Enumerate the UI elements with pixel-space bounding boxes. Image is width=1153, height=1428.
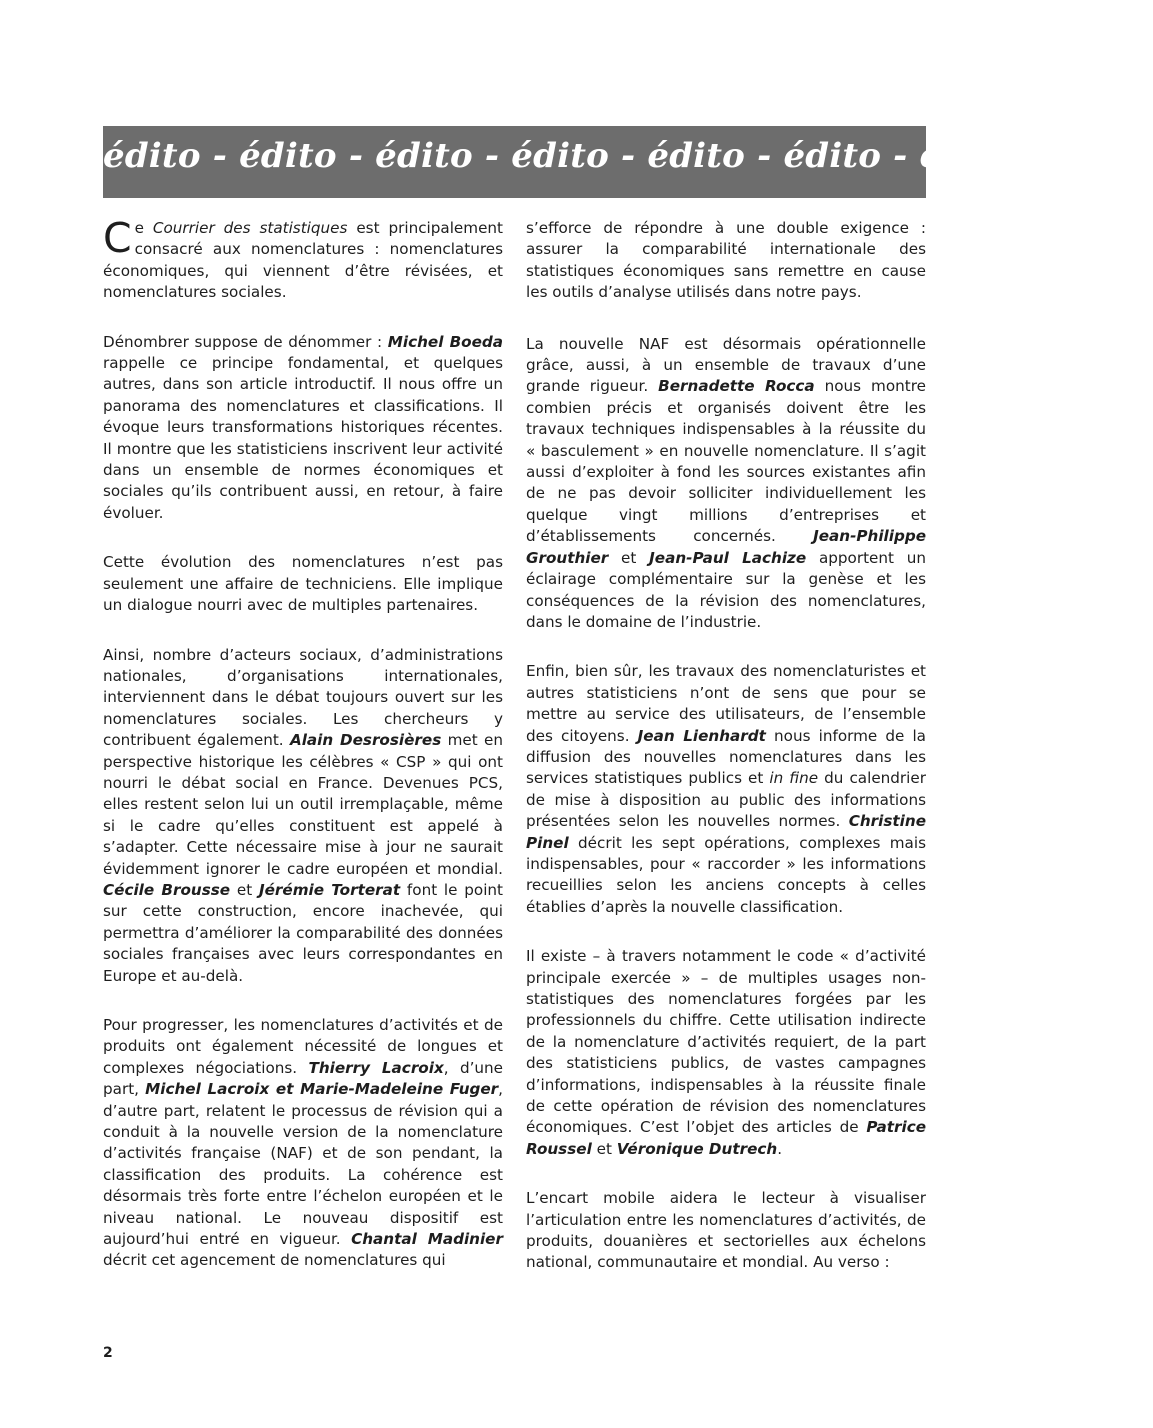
text-run: font le point sur cette construction, encore inachevée, qui permettra d’améliorer la comparabilité des données sociales françaises avec leurs correspondantes en Europe et au-delà.: [103, 880, 503, 985]
edito-banner: [103, 126, 1153, 198]
paragraph-social: [103, 645, 503, 988]
text-run: rappelle ce principe fondamental, et quelques autres, dans son article introductif. Il nous offre un panorama des nomenclatures et classifications. Il évoque leurs transformations historiques récentes. Il montre que les statisticiens inscrivent leur activité dans un ensemble de normes économiques et sociales qu’ils contribuent aussi, en retour, à faire évoluer.: [103, 354, 503, 522]
text-run: décrit cet agencement de nomenclatures qui: [103, 1251, 446, 1270]
author-name: Véronique Dutrech: [616, 1139, 778, 1158]
left-column: [103, 214, 504, 1300]
author-name: Cécile Brousse: [103, 880, 231, 899]
text-run: est principalement consacré aux nomenclatures : nomenclatures économiques, qui viennent d’être révisées, et nomenclatures sociales.: [103, 219, 503, 302]
text-run: décrit les sept opérations, complexes mais indispensables, pour « raccorder » les informations recueillies selon les anciens concepts à celles établies d’après la nouvelle classification.: [526, 833, 926, 916]
author-name: Michel Boeda: [387, 332, 503, 351]
author-name: Thierry Lacroix: [308, 1058, 444, 1077]
paragraph-intro: [103, 214, 503, 304]
paragraph-boeda: [103, 332, 503, 525]
text-run: Ainsi, nombre d’acteurs sociaux, d’administrations nationales, d’organisations internationales, interviennent dans le débat toujours ouvert sur les nomenclatures sociales. Les chercheurs y contribuent également.: [103, 645, 503, 750]
text-run: Pour progresser, les nomenclatures d’activités et de produits ont également nécessité de longues et complexes négociations.: [103, 1016, 503, 1077]
text-run: , d’autre part, relatent le processus de révision qui a conduit à la nouvelle version de la nomenclature d’activités française (NAF) et de son pendant, la classification des produits. La cohérence est désormais très forte entre l’échelon européen et le niveau national. Le nouveau dispositif est aujourd’hui entré en vigueur.: [103, 1080, 503, 1249]
text-run: Enfin, bien sûr, les travaux des nomenclaturistes et autres statisticiens n’ont de sens que pour se mettre au service des utilisateurs, de l’ensemble des citoyens.: [526, 662, 926, 745]
italic-phrase: in fine: [769, 769, 819, 788]
paragraph-insert: [526, 1188, 926, 1274]
drop-cap: C: [103, 214, 132, 262]
author-name: Chantal Madinier: [351, 1230, 503, 1249]
author-name: Bernadette Rocca: [658, 377, 815, 396]
publication-title: Courrier des statistiques: [152, 219, 348, 237]
text-run: et: [608, 548, 650, 567]
paragraph-continuation: [526, 218, 926, 304]
author-name: Jean Lienhardt: [637, 726, 766, 745]
author-name: Christine Pinel: [526, 812, 926, 852]
text-run: nous montre combien précis et organisés doivent être les travaux techniques indispensables à la réussite du « basculement » en nouvelle nomenclature. Il s’agit aussi d’exploiter à fond les sources existantes afin de ne pas devoir solliciter individuellement les quelque vingt millions d’entreprises et d’établissements concernés.: [526, 377, 926, 546]
text-run: Cette évolution des nomenclatures n’est pas seulement une affaire de techniciens. Elle implique un dialogue nourri avec de multiples partenaires.: [103, 553, 503, 615]
text-run: nous informe de la diffusion des nouvelles nomenclatures dans les services statistiques publics et: [526, 726, 926, 788]
paragraph-progress: [103, 1015, 503, 1272]
paragraph-users: [526, 661, 926, 918]
paragraph-usages: [526, 946, 926, 1160]
text-run: Il existe – à travers notamment le code « d’activité principale exercée » – de multiples usages non-statistiques des nomenclatures forgées par les professionnels du chiffre. Cette utilisation indirecte de la nomenclature d’activités requiert, de la part des statisticiens publics, de vastes campagnes d’informations, indispensables à la réussite finale de cette opération de révision des nomenclatures économiques. C’est l’objet des articles de: [526, 947, 926, 1137]
text-run: Dénombrer suppose de dénommer :: [103, 332, 388, 351]
page-number: 2: [103, 1345, 113, 1361]
text-run: , d’une part,: [103, 1058, 504, 1099]
author-name: Patrice Roussel: [526, 1118, 926, 1158]
text-run: met en perspective historique les célèbres « CSP » qui ont nourri le débat social en France. Devenues PCS, elles restent selon lui un outil irremplaçable, même si le cadre qu’elles constituent est appelé à s’adapter. Cette nécessaire mise à jour ne saurait évidemment ignorer le cadre européen et mondial.: [103, 731, 503, 878]
text-run: .: [777, 1139, 783, 1158]
author-name: Jérémie Torterat: [258, 880, 401, 899]
text-run: L’encart mobile aidera le lecteur à visualiser l’articulation entre les nomenclatures d’activités, de produits, douanières et sectorielles aux échelons national, communautaire et mondial. Au verso :: [526, 1189, 926, 1272]
text-run: apportent un éclairage complémentaire sur la genèse et les conséquences de la révision des nomenclatures, dans le domaine de l’industrie.: [526, 548, 926, 631]
text-run: La nouvelle NAF est désormais opérationnelle grâce, aussi, à un ensemble de travaux d’une grande rigueur.: [526, 334, 926, 396]
paragraph-naf: [526, 334, 926, 634]
text-run: du calendrier de mise à disposition au public des informations présentées selon les nouvelles normes.: [526, 769, 926, 831]
right-column: [526, 218, 926, 1302]
author-name: Alain Desrosières: [289, 731, 442, 750]
text-run: et: [591, 1139, 617, 1158]
banner-title: édito - édito - édito - édito - édito - édito - édito - édito: [103, 136, 1153, 176]
author-name: Jean-Paul Lachize: [649, 548, 807, 567]
text-run: et: [230, 880, 259, 899]
author-name: Jean-Philippe Grouthier: [526, 527, 926, 567]
author-name: Michel Lacroix et Marie-Madeleine Fuger: [145, 1080, 499, 1099]
paragraph-evolution: [103, 552, 503, 616]
text-run: s’efforce de répondre à une double exigence : assurer la comparabilité internationale des statistiques économiques sans remettre en cause les outils d’analyse utilisés dans notre pays.: [526, 219, 926, 302]
text-run: e: [134, 219, 153, 237]
